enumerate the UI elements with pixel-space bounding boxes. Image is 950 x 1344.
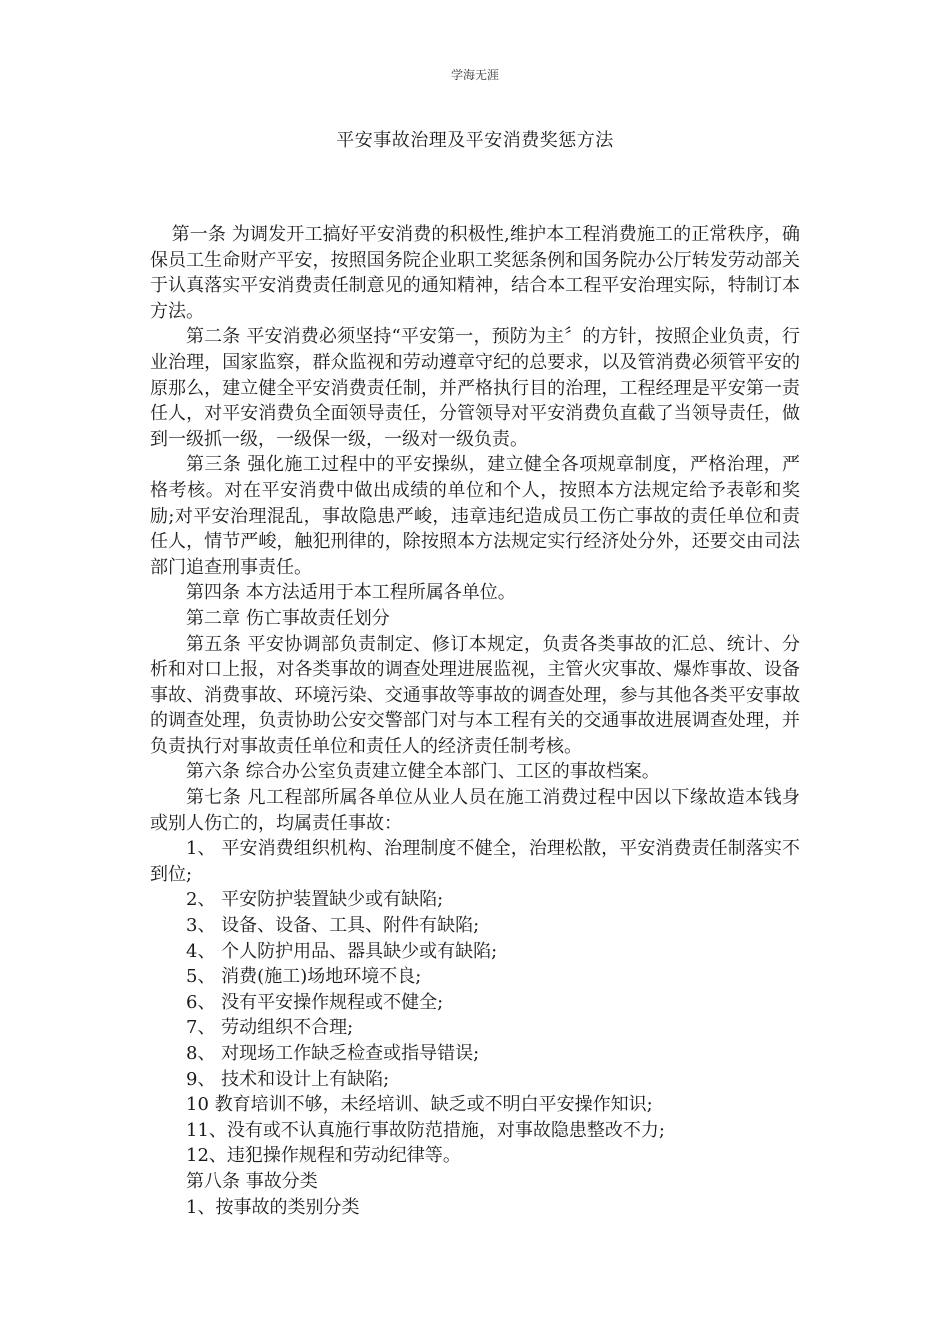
list-item: 2、 平安防护装置缺少或有缺陷;: [186, 889, 444, 911]
list-item: 1、按事故的类别分类: [186, 1196, 360, 1218]
article-6-paragraph: 第六条 综合办公室负责建立健全本部门、工区的事故档案。: [186, 761, 660, 783]
list-item: 6、 没有平安操作规程或不健全;: [186, 991, 444, 1013]
list-item: 5、 消费(施工)场地环境不良;: [186, 966, 422, 988]
chapter-2-heading: 第二章 伤亡事故责任划分: [186, 607, 390, 629]
list-item: 12、违犯操作规程和劳动纪律等。: [186, 1145, 461, 1167]
list-item: 9、 技术和设计上有缺陷;: [186, 1068, 390, 1090]
page-header: 学海无涯: [450, 68, 499, 82]
article-8-heading: 第八条 事故分类: [186, 1170, 318, 1192]
article-1-paragraph: 第一条 为调发开工搞好平安消费的积极性,维护本工程消费施工的正常秩序，确保员工生命财产平安，按照国务院企业职工奖惩条例和国务院办公厅转发劳动部关于认真落实平安消费责任制意见的通知精神，结合本工程平安治理实际，特制订本方法。: [150, 224, 800, 322]
document-title: 平安事故治理及平安消费奖惩方法: [336, 130, 614, 151]
list-item: 3、 设备、设备、工具、附件有缺陷;: [186, 915, 480, 937]
article-4-paragraph: 第四条 本方法适用于本工程所属各单位。: [186, 582, 516, 604]
article-5-paragraph: 第五条 平安协调部负责制定、修订本规定，负责各类事故的汇总、统计、分析和对口上报，对各类事故的调查处理进展监视，主管火灾事故、爆炸事故、设备事故、消费事故、环境污染、交通事故等事故的调查处理，参与其他各类平安事故的调查处理，负责协助公安交警部门对与本工程有关的交通事故进展调查处理，并负责执行对事故责任单位和责任人的经济责任制考核。: [150, 633, 800, 757]
article-3-paragraph: 第三条 强化施工过程中的平安操纵，建立健全各项规章制度，严格治理，严格考核。对在平安消费中做出成绩的单位和个人，按照本方法规定给予表彰和奖励;对平安治理混乱，事故隐患严峻，违章违纪造成员工伤亡事故的责任单位和责任人，情节严峻，触犯刑律的，除按照本方法规定实行经济处分外，还要交由司法部门追查刑事责任。: [150, 454, 800, 578]
document-body: [150, 222, 800, 1220]
article-2-paragraph: 第二条 平安消费必须坚持“平安第一，预防为主〞的方针，按照企业负责，行业治理，国家监察，群众监视和劳动遵章守纪的总要求，以及管消费必须管平安的原那么，建立健全平安消费责任制，并严格执行目的治理，工程经理是平安第一责任人，对平安消费负全面领导责任，分管领导对平安消费负直截了当领导责任，做到一级抓一级，一级保一级，一级对一级负责。: [150, 326, 800, 450]
article-7-paragraph: 第七条 凡工程部所属各单位从业人员在施工消费过程中因以下缘故造本钱身或别人伤亡的，均属责任事故：: [150, 787, 800, 834]
list-item: 10 教育培训不够，未经培训、缺乏或不明白平安操作知识;: [186, 1094, 653, 1116]
list-item: 4、 个人防护用品、器具缺少或有缺陷;: [186, 940, 498, 962]
list-item: 8、 对现场工作缺乏检查或指导错误;: [186, 1043, 480, 1064]
list-item: 7、 劳动组织不合理;: [186, 1017, 354, 1039]
list-item: 1、 平安消费组织机构、治理制度不健全，治理松散，平安消费责任制落实不到位;: [150, 838, 800, 885]
list-item: 11、没有或不认真施行事故防范措施，对事故隐患整改不力;: [186, 1119, 665, 1141]
